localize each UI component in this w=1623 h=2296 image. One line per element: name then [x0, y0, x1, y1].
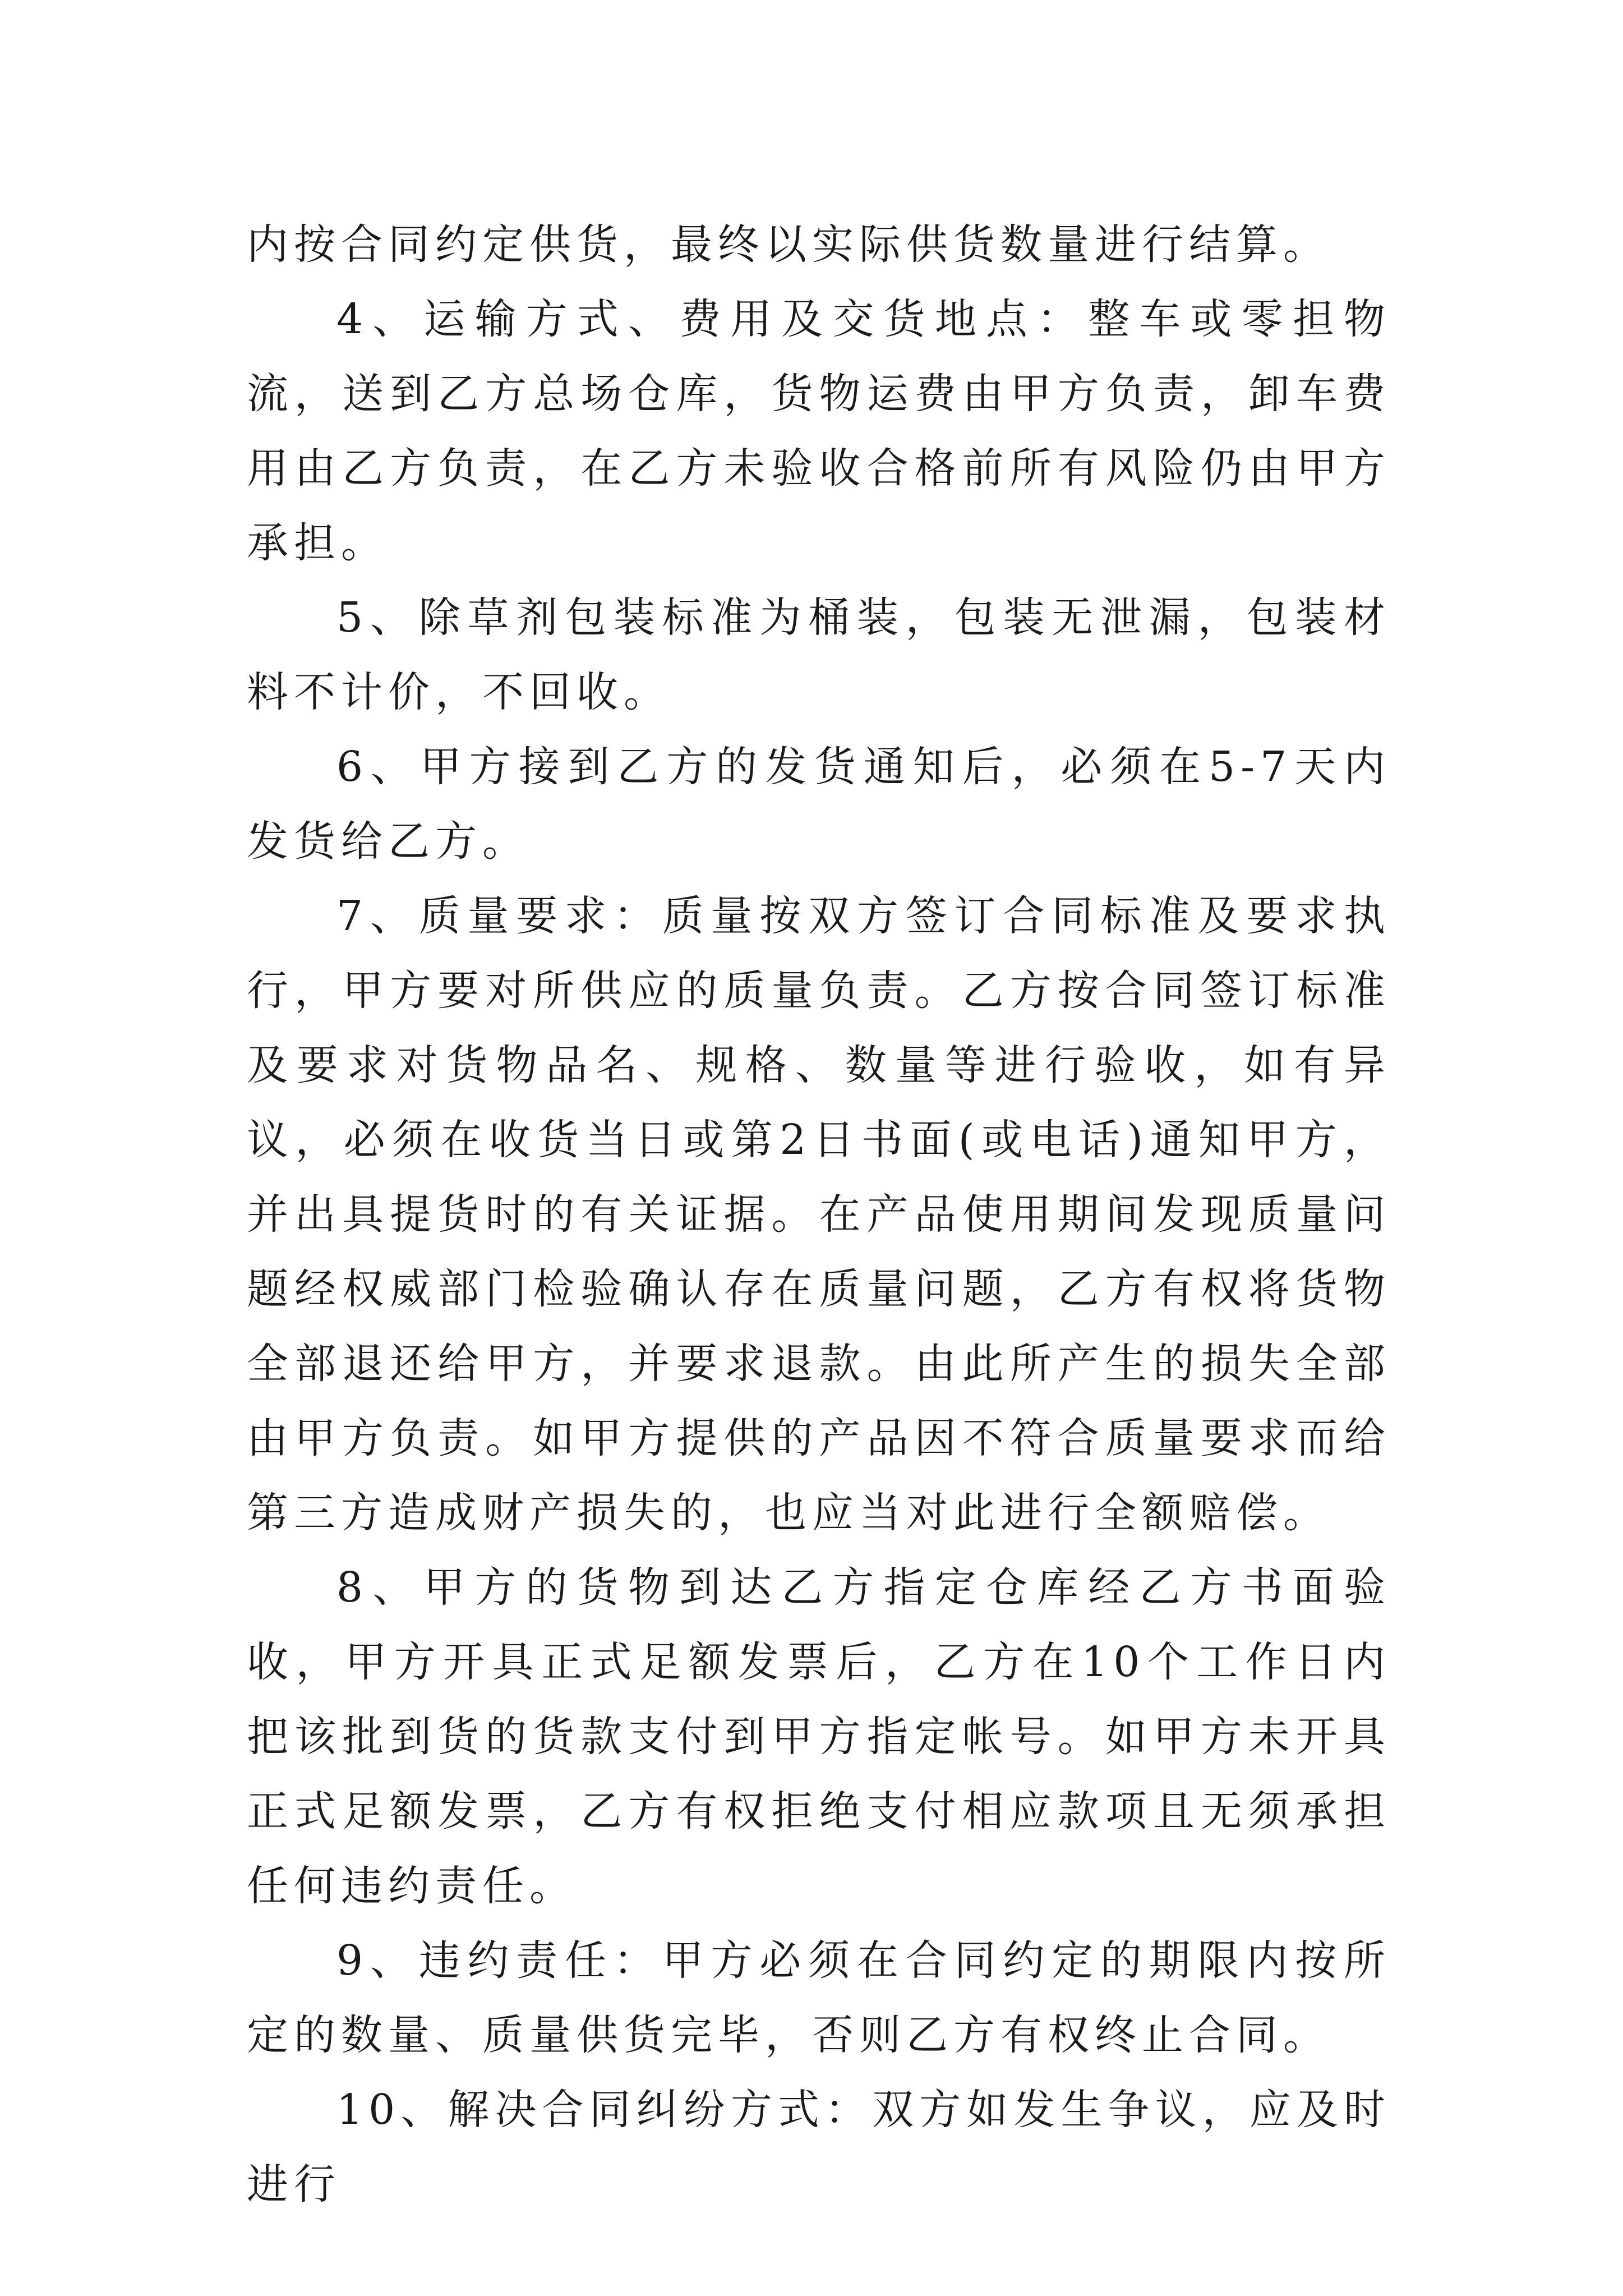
paragraph-clause-10-disputes: 10、解决合同纠纷方式：双方如发生争议，应及时进行 [247, 2086, 1391, 2208]
paragraph-clause-4-transport: 4、运输方式、费用及交货地点：整车或零担物流，送到乙方总场仓库，货物运费由甲方负责，卸车费用由乙方负责，在乙方未验收合格前所有风险仍由甲方承担。 [247, 295, 1391, 567]
paragraph-clause-7-quality: 7、质量要求：质量按双方签订合同标准及要求执行，甲方要对所供应的质量负责。乙方按合同签订标准及要求对货物品名、规格、数量等进行验收，如有异议，必须在收货当日或第2日书面(或电话)通知甲方，并出具提货时的有关证据。在产品使用期间发现质量问题经权威部门检验确认存在质量问题，乙方有权将货物全部退还给甲方，并要求退款。由此所产生的损失全部由甲方负责。如甲方提供的产品因不符合质量要求而给第三方造成财产损失的，也应当对此进行全额赔偿。 [247, 892, 1391, 1537]
paragraph-clause-6-delivery: 6、甲方接到乙方的发货通知后，必须在5-7天内发货给乙方。 [247, 743, 1391, 866]
paragraph-continued: 内按合同约定供货，最终以实际供货数量进行结算。 [247, 220, 1330, 269]
paragraph-clause-9-liability: 9、违约责任：甲方必须在合同约定的期限内按所定的数量、质量供货完毕，否则乙方有权终止合同。 [247, 1936, 1391, 2059]
contract-text-body [247, 208, 1391, 2222]
paragraph-clause-8-payment: 8、甲方的货物到达乙方指定仓库经乙方书面验收，甲方开具正式足额发票后，乙方在10个工作日内把该批到货的货款支付到甲方指定帐号。如甲方未开具正式足额发票，乙方有权拒绝支付相应款项且无须承担任何违约责任。 [247, 1563, 1391, 1910]
paragraph-clause-5-packaging: 5、除草剂包装标准为桶装，包装无泄漏，包装材料不计价，不回收。 [247, 593, 1391, 716]
